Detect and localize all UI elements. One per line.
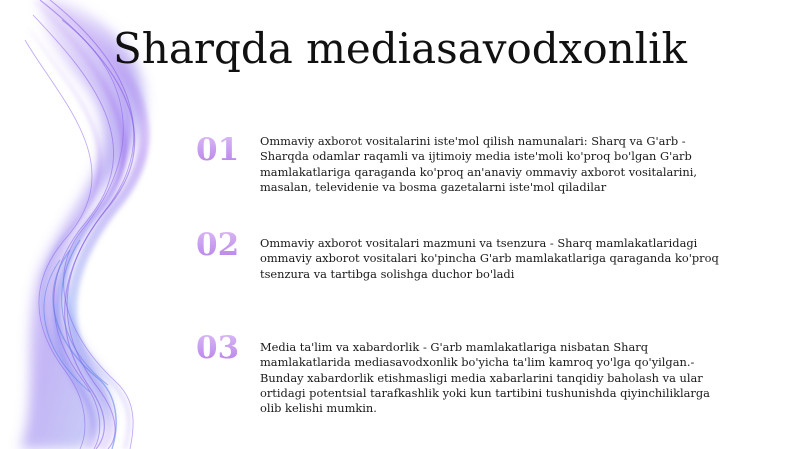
- item-number: 02: [196, 228, 248, 262]
- slide-title: Sharqda mediasavodxonlik: [113, 24, 687, 73]
- item-number: 03: [196, 331, 248, 365]
- item-number: 01: [196, 133, 248, 167]
- item-text: Ommaviy axborot vositalarini iste'mol qilish namunalari: Sharq va G'arb - Sharqda odamlar raqamli va ijtimoiy media iste'moli ko'proq bo'lgan G'arb mamlakatlariga qaraganda ko'proq an'anaviy ommaviy axborot vositalarini, masalan, televidenie va bosma gazetalarni iste'mol qiladilar: [260, 134, 697, 194]
- item-text: Ommaviy axborot vositalari mazmuni va tsenzura - Sharq mamlakatlaridagi ommaviy axborot vositalari ko'pincha G'arb mamlakatlariga qaraganda ko'proq tsenzura va tartibga solishga duchor bo'ladi: [260, 236, 719, 281]
- item-text: Media ta'lim va xabardorlik - G'arb mamlakatlariga nisbatan Sharq mamlakatlarida mediasavodxonlik bo'yicha ta'lim kamroq yo'lga qo'yilgan.- Bunday xabardorlik etishmasligi media xabarlarini tanqidiy baholash va ular ortidagi potentsial tarafkashlik yoki kun tartibini tushunishda qiyinchiliklarga olib kelishi mumkin.: [260, 340, 710, 416]
